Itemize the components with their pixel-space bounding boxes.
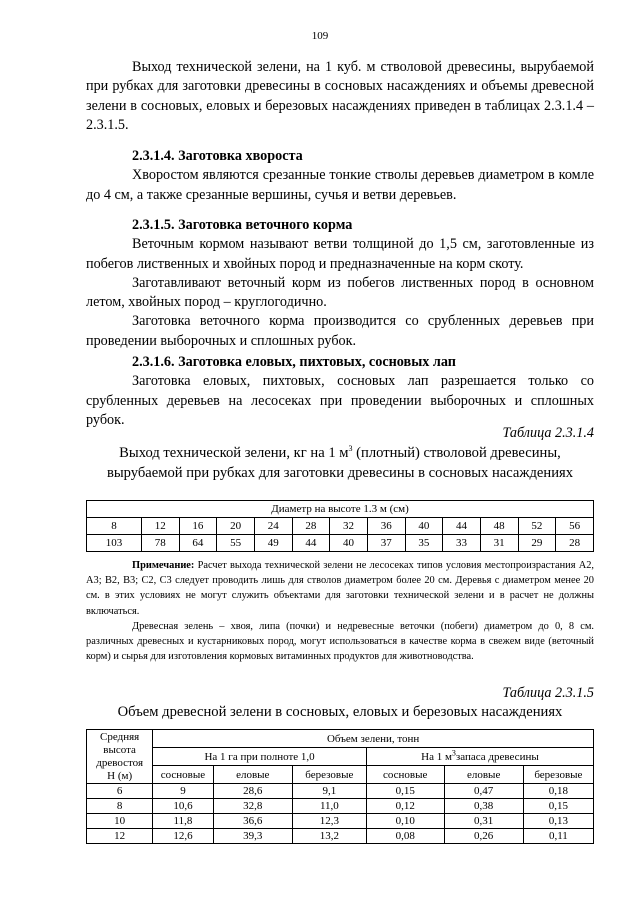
intro-paragraph: Выход технической зелени, на 1 куб. м стволовой древесины, вырубаемой при рубках для заготовки древесины в сосновых насаждениях и объемы древесной зелени в сосновых, еловых и березовых насаждениях приведен в таблицах 2.3.1.4 – 2.3.1.5. xyxy=(86,59,594,133)
table-row xyxy=(87,799,594,814)
table-title-part: (плотный) стволовой древесины, xyxy=(352,445,561,461)
section-heading: 2.3.1.6. Заготовка еловых, пихтовых, сосновых лап xyxy=(132,354,456,370)
value-cell: 44 xyxy=(292,535,330,552)
header-part: На 1 м xyxy=(421,750,452,763)
section-brushwood xyxy=(86,147,594,205)
diameter-cell: 44 xyxy=(443,518,481,535)
volume-cell: 0,12 xyxy=(366,799,444,814)
section-heading: 2.3.1.5. Заготовка веточного корма xyxy=(132,217,353,233)
volume-cell: 0,15 xyxy=(366,784,444,799)
volume-cell: 0,10 xyxy=(366,814,444,829)
header-line: Н (м) xyxy=(107,770,133,782)
diameter-cell: 24 xyxy=(254,518,292,535)
value-cell: 64 xyxy=(179,535,217,552)
table-title-part: Выход технической зелени, кг на 1 м xyxy=(119,445,349,461)
diameter-cell: 12 xyxy=(141,518,179,535)
volume-cell: 39,3 xyxy=(213,829,292,844)
table-row xyxy=(87,814,594,829)
header-line: высота xyxy=(103,744,136,756)
note-label: Примечание: xyxy=(132,560,195,571)
diameter-cell: 48 xyxy=(480,518,518,535)
paragraph: Заготавливают веточный корм из побегов лиственных пород в основном летом, хвойных пород – круглогодично. xyxy=(86,274,594,311)
value-cell: 28 xyxy=(556,535,594,552)
volume-cell: 10,6 xyxy=(153,799,213,814)
subgroup-header-volume xyxy=(366,748,593,766)
superscript: 3 xyxy=(348,444,353,454)
volume-cell: 0,38 xyxy=(444,799,523,814)
volume-cell: 0,47 xyxy=(444,784,523,799)
value-cell: 35 xyxy=(405,535,443,552)
volume-cell: 9 xyxy=(153,784,213,799)
species-header: еловые xyxy=(213,766,292,784)
volume-cell: 12,6 xyxy=(153,829,213,844)
species-header: березовые xyxy=(292,766,366,784)
green-volume-table xyxy=(86,729,594,844)
volume-cell: 13,2 xyxy=(292,829,366,844)
value-cell: 37 xyxy=(367,535,405,552)
section-spruce-paws xyxy=(86,353,594,430)
value-cell: 33 xyxy=(443,535,481,552)
volume-cell: 12,3 xyxy=(292,814,366,829)
table-row xyxy=(87,784,594,799)
diameter-cell: 40 xyxy=(405,518,443,535)
diameter-cell: 16 xyxy=(179,518,217,535)
page-number: 109 xyxy=(311,30,329,42)
paragraph: Заготовка еловых, пихтовых, сосновых лап разрешается только со срубленных деревьев на лесосеках при проведении выборочных и сплошных рубок. xyxy=(86,373,594,428)
table-title-part: вырубаемой при рубках для заготовки древесины в сосновых насаждениях xyxy=(106,465,574,481)
height-column-header xyxy=(87,730,153,784)
diameter-row xyxy=(87,518,594,535)
diameter-cell: 32 xyxy=(330,518,368,535)
species-header: сосновые xyxy=(153,766,213,784)
value-cell: 40 xyxy=(330,535,368,552)
volume-cell: 11,0 xyxy=(292,799,366,814)
volume-cell: 11,8 xyxy=(153,814,213,829)
subgroup-header-hectare: На 1 га при полноте 1,0 xyxy=(153,748,367,766)
diameter-cell: 56 xyxy=(556,518,594,535)
paragraph: Хворостом являются срезанные тонкие стволы деревьев диаметром в комле до 4 см, а также срезанные вершины, сучья и ветви деревьев. xyxy=(86,167,594,203)
header-part: запаса древесины xyxy=(455,750,539,763)
diameter-cell: 8 xyxy=(87,518,142,535)
paragraph: Заготовка веточного корма производится со срубленных деревьев при проведении выборочных и сплошных рубок. xyxy=(86,313,594,349)
section-heading: 2.3.1.4. Заготовка хвороста xyxy=(132,148,303,164)
volume-cell: 0,15 xyxy=(523,799,593,814)
volume-cell: 0,26 xyxy=(444,829,523,844)
height-cell: 10 xyxy=(87,814,153,829)
intro-section xyxy=(86,58,594,135)
superscript: 3 xyxy=(451,747,456,757)
value-row xyxy=(87,535,594,552)
species-header: березовые xyxy=(523,766,593,784)
species-header: сосновые xyxy=(366,766,444,784)
spacer-cell xyxy=(87,492,594,501)
diameter-cell: 52 xyxy=(518,518,556,535)
diameter-cell: 20 xyxy=(217,518,255,535)
value-cell: 29 xyxy=(518,535,556,552)
height-cell: 12 xyxy=(87,829,153,844)
volume-cell: 9,1 xyxy=(292,784,366,799)
volume-cell: 0,13 xyxy=(523,814,593,829)
volume-cell: 0,08 xyxy=(366,829,444,844)
height-cell: 6 xyxy=(87,784,153,799)
diameter-table xyxy=(86,492,594,552)
table-caption: Таблица 2.3.1.4 xyxy=(502,425,594,441)
table-caption: Таблица 2.3.1.5 xyxy=(502,685,594,701)
volume-cell: 32,8 xyxy=(213,799,292,814)
value-cell: 31 xyxy=(480,535,518,552)
volume-cell: 0,18 xyxy=(523,784,593,799)
height-cell: 8 xyxy=(87,799,153,814)
diameter-cell: 28 xyxy=(292,518,330,535)
value-cell: 78 xyxy=(141,535,179,552)
volume-cell: 0,31 xyxy=(444,814,523,829)
volume-cell: 0,11 xyxy=(523,829,593,844)
value-cell: 55 xyxy=(217,535,255,552)
table-header: Диаметр на высоте 1.3 м (см) xyxy=(87,501,594,518)
header-line: древостоя xyxy=(96,757,144,769)
diameter-cell: 36 xyxy=(367,518,405,535)
volume-cell: 36,6 xyxy=(213,814,292,829)
value-cell: 49 xyxy=(254,535,292,552)
note-block xyxy=(86,558,594,664)
note-text: Расчет выхода технической зелени не лесосеках типов условия местопроизрастания А2, А3; В2, В3; С2, С3 следует проводить лишь для стволов диаметром более 20 см. Деревья с диаметром менее 20 см. в этих условиях не могут служить объектами для заготовки технической зелени и в расчет не должны включаться. xyxy=(86,560,594,617)
section-branch-feed xyxy=(86,216,594,351)
table-title xyxy=(60,443,620,483)
volume-cell: 28,6 xyxy=(213,784,292,799)
species-row xyxy=(87,766,594,784)
value-cell: 103 xyxy=(87,535,142,552)
table-row xyxy=(87,829,594,844)
paragraph: Веточным кормом называют ветви толщиной до 1,5 см, заготовленные из побегов лиственных и хвойных пород и предназначенные на корм скоту. xyxy=(86,236,594,272)
header-line: Средняя xyxy=(100,731,140,743)
table-title: Объем древесной зелени в сосновых, еловых и березовых насаждениях xyxy=(117,704,563,720)
note-text: Древесная зелень – хвоя, липа (почки) и недревесные веточки (побеги) диаметром до 0, 8 см. различных древесных и кустарниковых пород, могут использоваться в качестве корма в свежем виде (веточный корм) и сырья для изготовления кормовых витаминных продуктов для животноводства. xyxy=(86,620,594,663)
group-header: Объем зелени, тонн xyxy=(153,730,594,748)
species-header: еловые xyxy=(444,766,523,784)
